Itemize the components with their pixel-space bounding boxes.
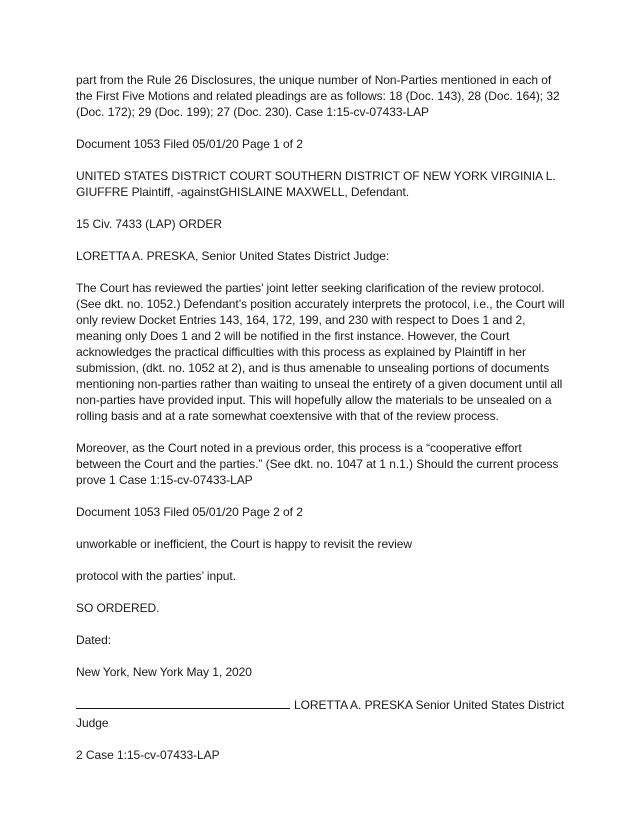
signature-block (76, 696, 568, 713)
so-ordered: SO ORDERED. (76, 601, 160, 615)
page-header-1: Document 1053 Filed 05/01/20 Page 1 of 2 (76, 137, 303, 151)
line-protocol: protocol with the parties’ input. (76, 569, 236, 583)
court-caption: UNITED STATES DISTRICT COURT SOUTHERN DISTRICT OF NEW YORK VIRGINIA L. GIUFFRE Plaintiff, -againstGHISLAINE MAXWELL, Defendant. (76, 169, 556, 199)
document-body (76, 72, 568, 779)
page-footer: 2 Case 1:15-cv-07433-LAP (76, 748, 220, 762)
judge-intro: LORETTA A. PRESKA, Senior United States District Judge: (76, 249, 390, 263)
dated-value: New York, New York May 1, 2020 (76, 665, 252, 679)
signature-line (76, 696, 290, 709)
paragraph-review: The Court has reviewed the parties’ joint letter seeking clarification of the review protocol. (See dkt. no. 1052.) Defendant’s position accurately interprets the protocol, i.e., the Court will only review Docket Entries 143, 164, 172, 199, and 230 with respect to Does 1 and 2, meaning only Does 1 and 2 will be notified in the first instance. However, the Court acknowledges the practical difficulties with this process as explained by Plaintiff in her submission, (dkt. no. 1052 at 2), and is thus amenable to unsealing portions of documents mentioning non-parties rather than waiting to unseal the entirety of a given document until all non-parties have provided input. This will hopefully allow the materials to be unsealed on a rolling basis and at a rate somewhat coextensive with that of the review process. (76, 281, 565, 423)
case-title: 15 Civ. 7433 (LAP) ORDER (76, 217, 222, 231)
signature-text: LORETTA A. PRESKA Senior United States District (294, 698, 565, 712)
page-header-2: Document 1053 Filed 05/01/20 Page 2 of 2 (76, 505, 303, 519)
signature-judge: Judge (76, 716, 109, 730)
line-unworkable: unworkable or inefficient, the Court is happy to revisit the review (76, 537, 412, 551)
paragraph-continuation: part from the Rule 26 Disclosures, the unique number of Non-Parties mentioned in each of the First Five Motions and related pleadings are as follows: 18 (Doc. 143), 28 (Doc. 164); 32 (Doc. 172); 29 (Doc. 199); 27 (Doc. 230). Case 1:15-cv-07433-LAP (76, 73, 560, 119)
dated-label: Dated: (76, 633, 112, 647)
paragraph-moreover: Moreover, as the Court noted in a previous order, this process is a “cooperative effort between the Court and the parties.” (See dkt. no. 1047 at 1 n.1.) Should the current process prove 1 Case 1:15-cv-07433-LAP (76, 441, 559, 487)
